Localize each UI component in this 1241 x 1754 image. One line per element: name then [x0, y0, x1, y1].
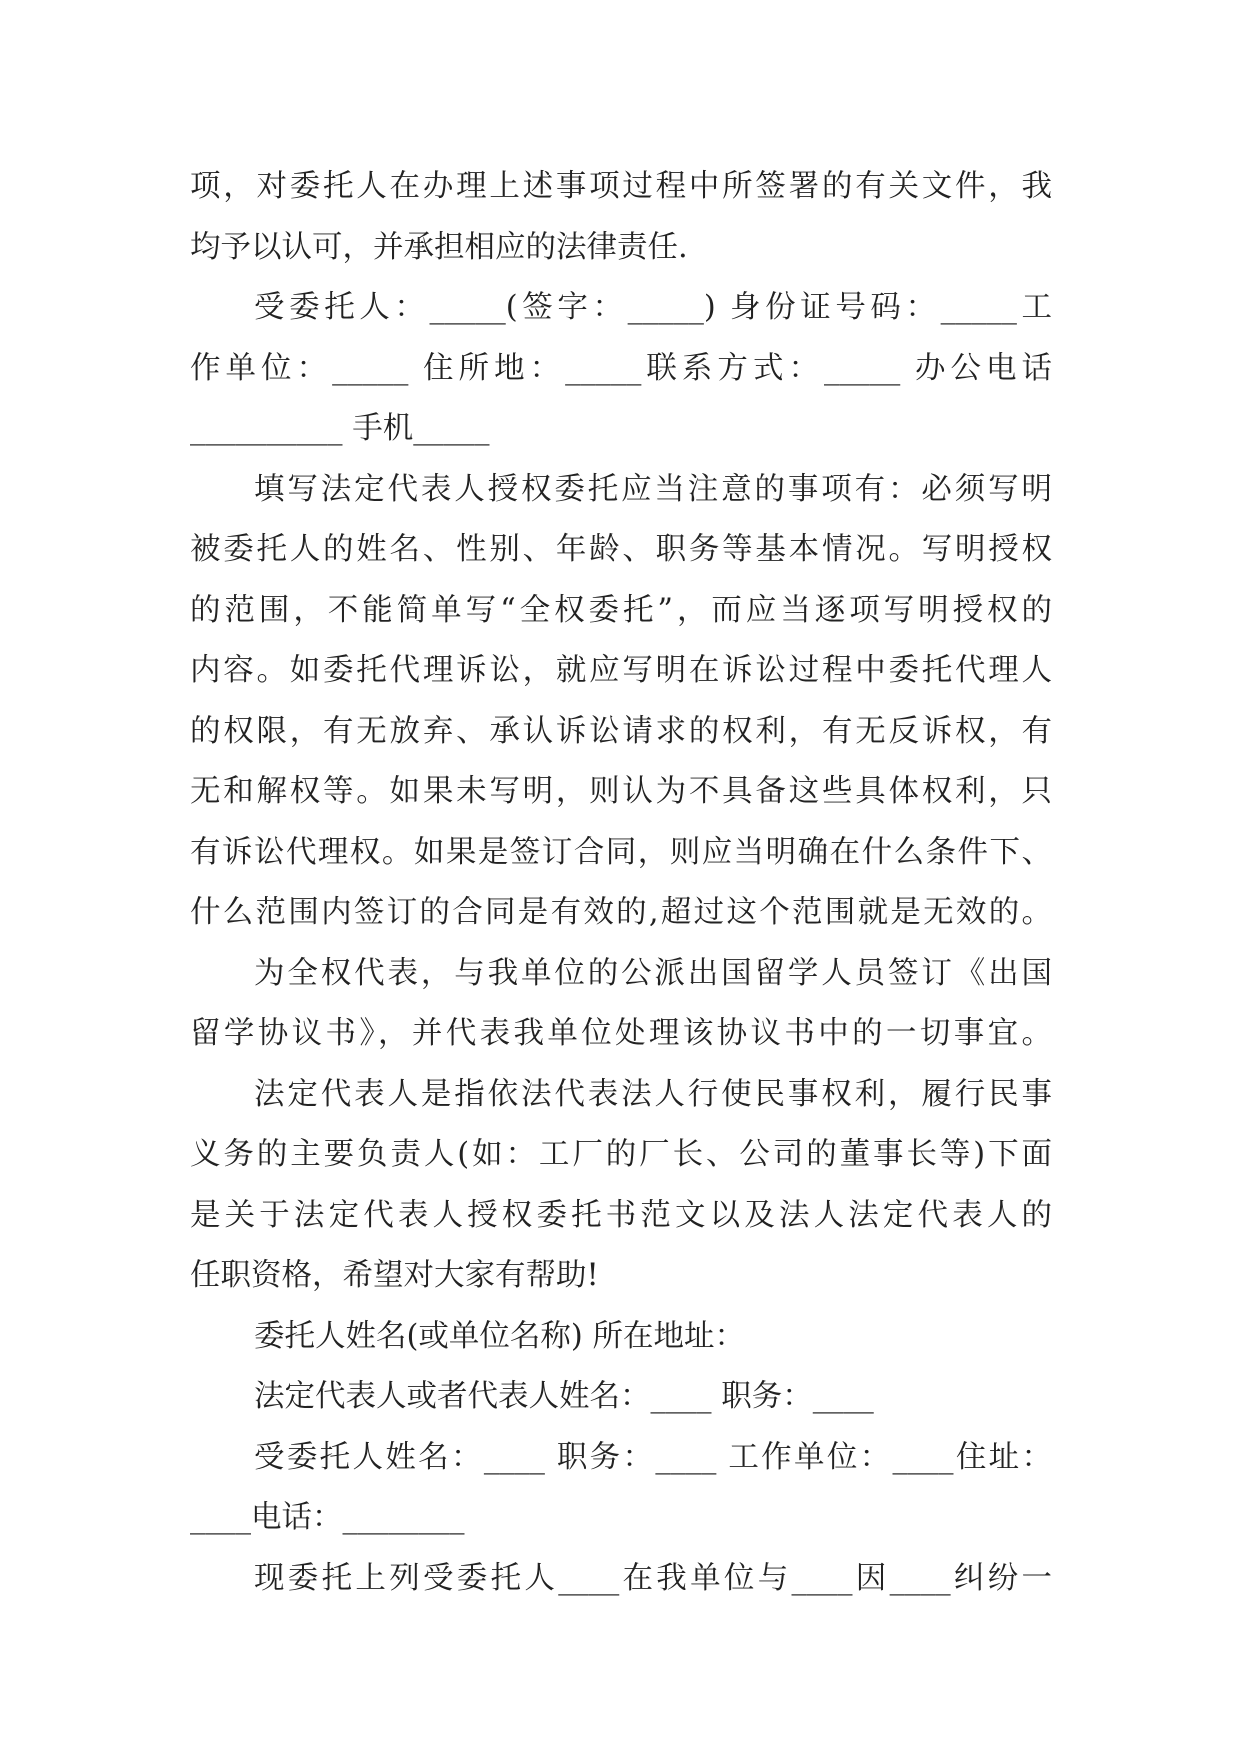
- text-line: 受委托人：_____(签字：_____) 身份证号码：_____工: [254, 290, 1052, 325]
- text-line: 任职资格，希望对大家有帮助!: [190, 1258, 599, 1293]
- text-line: 的范围，不能简单写“全权委托”，而应当逐项写明授权的: [190, 592, 1052, 628]
- text-line: 的权限，有无放弃、承认诉讼请求的权利，有无反诉权，有: [190, 713, 1052, 749]
- text-line: 什么范围内签订的合同是有效的,超过这个范围就是无效的。: [190, 895, 1052, 930]
- text-line: __________ 手机_____: [190, 411, 490, 446]
- text-line: 留学协议书》，并代表我单位处理该协议书中的一切事宜。: [190, 1016, 1052, 1051]
- text-line: 有诉讼代理权。如果是签订合同，则应当明确在什么条件下、: [190, 834, 1052, 870]
- text-line: 法定代表人是指依法代表法人行使民事权利，履行民事: [254, 1076, 1052, 1112]
- text-line: 法定代表人或者代表人姓名：____ 职务：____: [254, 1379, 874, 1414]
- text-line: 受委托人姓名：____ 职务：____ 工作单位：____住址：: [254, 1439, 1052, 1475]
- text-line: 项，对委托人在办理上述事项过程中所签署的有关文件，我: [190, 169, 1052, 204]
- text-line: 无和解权等。如果未写明，则认为不具备这些具体权利，只: [190, 774, 1052, 809]
- text-line: 委托人姓名(或单位名称) 所在地址：: [254, 1318, 745, 1354]
- text-line: 被委托人的姓名、性别、年龄、职务等基本情况。写明授权: [190, 532, 1052, 567]
- text-line: 内容。如委托代理诉讼，就应写明在诉讼过程中委托代理人: [190, 653, 1052, 688]
- text-line: 现委托上列受委托人____在我单位与____因____纠纷一: [254, 1560, 1052, 1596]
- text-line: 为全权代表，与我单位的公派出国留学人员签订《出国: [254, 955, 1052, 991]
- text-line: ____电话：________: [190, 1500, 465, 1535]
- text-line: 填写法定代表人授权委托应当注意的事项有：必须写明: [254, 471, 1052, 507]
- text-line: 均予以认可，并承担相应的法律责任.: [190, 229, 688, 265]
- text-line: 是关于法定代表人授权委托书范文以及法人法定代表人的: [190, 1197, 1052, 1233]
- text-line: 义务的主要负责人(如：工厂的厂长、公司的董事长等)下面: [190, 1137, 1052, 1172]
- text-line: 作单位：_____ 住所地：_____联系方式：_____ 办公电话: [190, 350, 1052, 386]
- document-body: [190, 157, 1052, 1609]
